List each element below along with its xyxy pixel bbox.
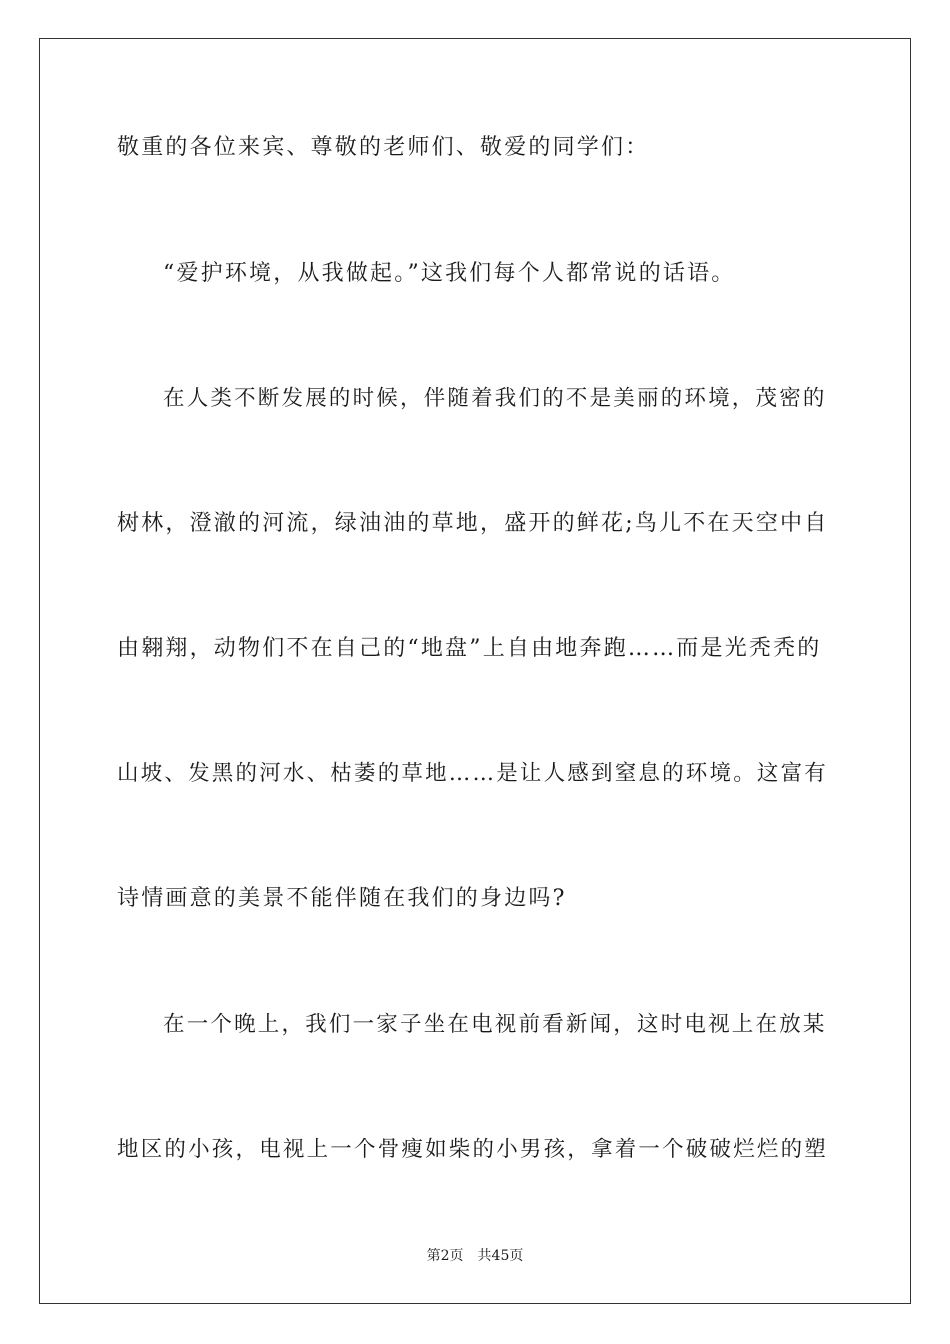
paragraph-line: 诗情画意的美景不能伴随在我们的身边吗? (117, 886, 567, 911)
page-border (39, 38, 911, 1304)
paragraph-line: 在一个晚上，我们一家子坐在电视前看新闻，这时电视上在放某 (163, 1012, 827, 1037)
paragraph-line: 由翱翔，动物们不在自己的“地盘”上自由地奔跑……而是光秃秃的 (117, 636, 822, 661)
paragraph-line: 树林，澄澈的河流，绿油油的草地，盛开的鲜花;鸟儿不在天空中自 (117, 511, 829, 536)
page-total: 共45页 (477, 1248, 524, 1264)
paragraph-line: 地区的小孩，电视上一个骨瘦如柴的小男孩，拿着一个破破烂烂的塑 (117, 1137, 829, 1162)
paragraph-line: 山坡、发黑的河水、枯萎的草地……是让人感到窒息的环境。这富有 (117, 761, 829, 786)
page-footer (0, 1246, 950, 1266)
salutation-line: 敬重的各位来宾、尊敬的老师们、敬爱的同学们： (117, 135, 650, 160)
paragraph-line: “爱护环境，从我做起。”这我们每个人都常说的话语。 (163, 261, 736, 286)
paragraph-line: 在人类不断发展的时候，伴随着我们的不是美丽的环境，茂密的 (163, 386, 827, 411)
page-number: 第2页 (426, 1248, 464, 1264)
